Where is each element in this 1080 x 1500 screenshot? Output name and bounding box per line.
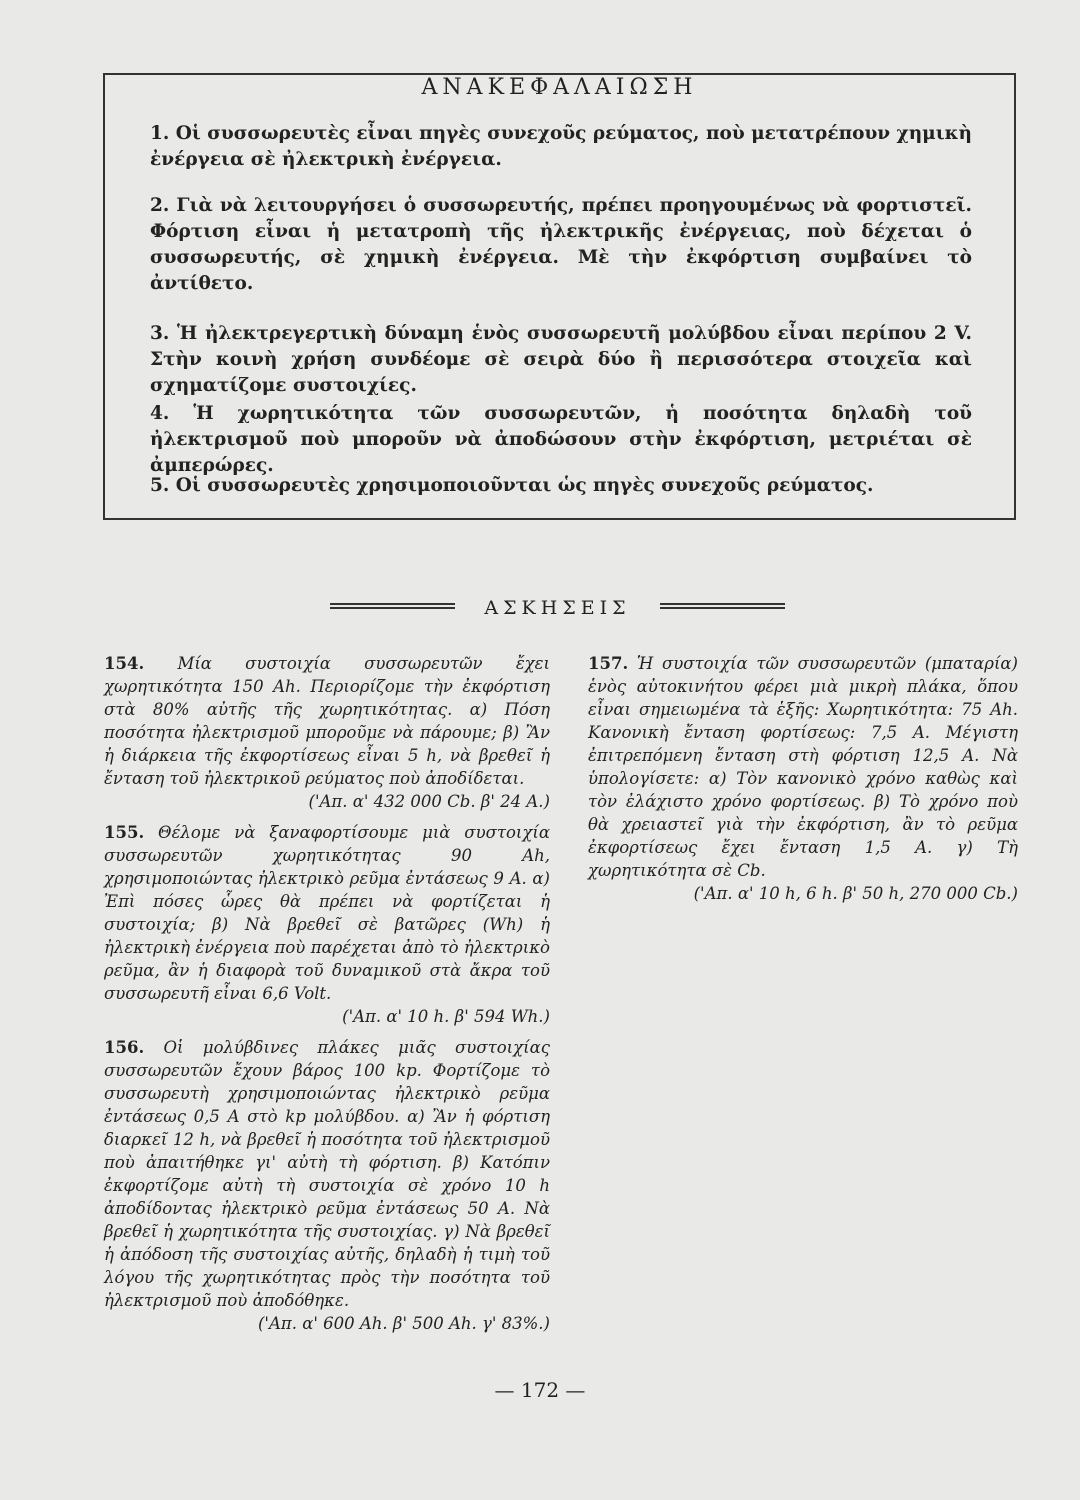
exercises-column-left: [104, 652, 550, 1343]
page-number: — 172 —: [494, 1378, 586, 1402]
exercise-answer: ('Απ. α' 432 000 Cb. β' 24 A.): [308, 792, 550, 811]
summary-box: [103, 73, 1016, 520]
exercises-column-right: [588, 652, 1018, 913]
exercise-156: [104, 1036, 550, 1335]
summary-item-3: 3. Ἡ ἠλεκτρεγερτικὴ δύναμη ἑνὸς συσσωρευτῆ μολύβδου εἶναι περίπου 2 V. Στὴν κοινὴ χρήση συνδέομε σὲ σειρὰ δύο ἢ περισσότερα στοιχεῖα καὶ σχηματίζομε συστοιχίες.: [150, 323, 972, 396]
double-rule-right: [660, 603, 785, 609]
summary-item-2: 2. Γιὰ νὰ λειτουργήσει ὁ συσσωρευτής, πρέπει προηγουμένως νὰ φορτιστεῖ. Φόρτιση εἶναι ἡ μετατροπὴ τῆς ἠλεκτρικῆς ἐνέργειας, ποὺ δέχεται ὁ συσσωρευτής, σὲ χημικὴ ἐνέργεια. Μὲ τὴν ἐκφόρτιση συμβαίνει τὸ ἀντίθετο.: [150, 195, 972, 294]
exercise-157: [588, 652, 1018, 905]
summary-item-5: 5. Οἱ συσσωρευτὲς χρησιμοποιοῦνται ὡς πηγὲς συνεχοῦς ρεύματος.: [150, 475, 874, 496]
exercise-number: 157.: [588, 654, 629, 673]
exercise-number: 155.: [104, 823, 145, 842]
exercise-154: [104, 652, 550, 813]
exercise-text: Ἡ συστοιχία τῶν συσσωρευτῶν (μπαταρία) ἑνὸς αὐτοκινήτου φέρει μιὰ μικρὴ πλάκα, ὅπου εἶναι σημειωμένα τὰ ἑξῆς: Χωρητικότητα: 75 Ah. Κανονικὴ ἔνταση φορτίσεως: 7,5 A. Μέγιστη ἐπιτρεπόμενη ἔνταση στὴ φόρτιση 12,5 A. Νὰ ὑπολογίσετε: α) Τὸν κανονικὸ χρόνο καθὼς καὶ τὸν ἐλάχιστο χρόνο φορτίσεως. β) Τὸ χρόνο ποὺ θὰ χρειαστεῖ γιὰ τὴν ἐκφόρτιση, ἂν τὸ ρεῦμα ἐκφορτίσεως ἔχει ἔνταση 1,5 A. γ) Τὴ χωρητικότητα σὲ Cb.: [588, 654, 1018, 880]
exercise-text: Θέλομε νὰ ξαναφορτίσουμε μιὰ συστοιχία συσσωρευτῶν χωρητικότητας 90 Ah, χρησιμοποιώντας ἠλεκτρικὸ ρεῦμα ἐντάσεως 9 A. α) Ἐπὶ πόσες ὧρες θὰ πρέπει νὰ φορτίζεται ἡ συστοιχία; β) Νὰ βρεθεῖ σὲ βατῶρες (Wh) ἡ ἠλεκτρικὴ ἐνέργεια ποὺ παρέχεται ἀπὸ τὸ ἠλεκτρικὸ ρεῦμα, ἂν ἡ διαφορὰ τοῦ δυναμικοῦ στὰ ἄκρα τοῦ συσσωρευτῆ εἶναι 6,6 Volt.: [104, 823, 551, 1003]
exercise-answer: ('Απ. α' 10 h, 6 h. β' 50 h, 270 000 Cb.): [693, 884, 1018, 903]
double-rule-left: [330, 603, 455, 609]
exercise-answer: ('Απ. α' 600 Ah. β' 500 Ah. γ' 83%.): [257, 1314, 550, 1333]
exercises-heading: ΑΣΚΗΣΕΙΣ: [484, 597, 631, 619]
exercise-number: 156.: [104, 1038, 145, 1057]
exercise-text: Μία συστοιχία συσσωρευτῶν ἔχει χωρητικότητα 150 Ah. Περιορίζομε τὴν ἐκφόρτιση στὰ 80% αὐτῆς τῆς χωρητικότητας. α) Πόση ποσότητα ἠλεκτρισμοῦ μποροῦμε νὰ πάρουμε; β) Ἂν ἡ διάρκεια τῆς ἐκφορτίσεως εἶναι 5 h, νὰ βρεθεῖ ἡ ἔνταση τοῦ ἠλεκτρικοῦ ρεύματος ποὺ ἀποδίδεται.: [104, 654, 551, 788]
summary-item-1: 1. Οἱ συσσωρευτὲς εἶναι πηγὲς συνεχοῦς ρεύματος, ποὺ μετατρέπουν χημικὴ ἐνέργεια σὲ ἠλεκτρικὴ ἐνέργεια.: [150, 123, 972, 170]
exercise-answer: ('Απ. α' 10 h. β' 594 Wh.): [342, 1007, 550, 1026]
summary-item-4: 4. Ἡ χωρητικότητα τῶν συσσωρευτῶν, ἡ ποσότητα δηλαδὴ τοῦ ἠλεκτρισμοῦ ποὺ μποροῦν νὰ ἀποδώσουν στὴν ἐκφόρτιση, μετριέται σὲ ἀμπερώρες.: [150, 403, 972, 476]
exercise-number: 154.: [104, 654, 145, 673]
exercises-header: [330, 596, 785, 620]
exercise-155: [104, 821, 550, 1028]
exercise-text: Οἱ μολύβδινες πλάκες μιᾶς συστοιχίας συσσωρευτῶν ἔχουν βάρος 100 kp. Φορτίζομε τὸ συσσωρευτὴ χρησιμοποιώντας ἠλεκτρικὸ ρεῦμα ἐντάσεως 0,5 A στὸ kp μολύβδου. α) Ἂν ἡ φόρτιση διαρκεῖ 12 h, νὰ βρεθεῖ ἡ ποσότητα τοῦ ἠλεκτρισμοῦ ποὺ ἀπαιτήθηκε γι' αὐτὴ τὴ φόρτιση. β) Κατόπιν ἐκφορτίζομε αὐτὴ τὴ συστοιχία σὲ χρόνο 10 h ἀποδίδοντας ἠλεκτρικὸ ρεῦμα ἐντάσεως 50 A. Νὰ βρεθεῖ ἡ χωρητικότητα τῆς συστοιχίας. γ) Νὰ βρεθεῖ ἡ ἀπόδοση τῆς συστοιχίας αὐτῆς, δηλαδὴ ἡ τιμὴ τοῦ λόγου τῆς χωρητικότητας πρὸς τὴν ποσότητα τοῦ ἠλεκτρισμοῦ ποὺ ἀποδόθηκε.: [104, 1038, 550, 1310]
summary-title: ΑΝΑΚΕΦΑΛΑΙΩΣΗ: [421, 75, 698, 100]
